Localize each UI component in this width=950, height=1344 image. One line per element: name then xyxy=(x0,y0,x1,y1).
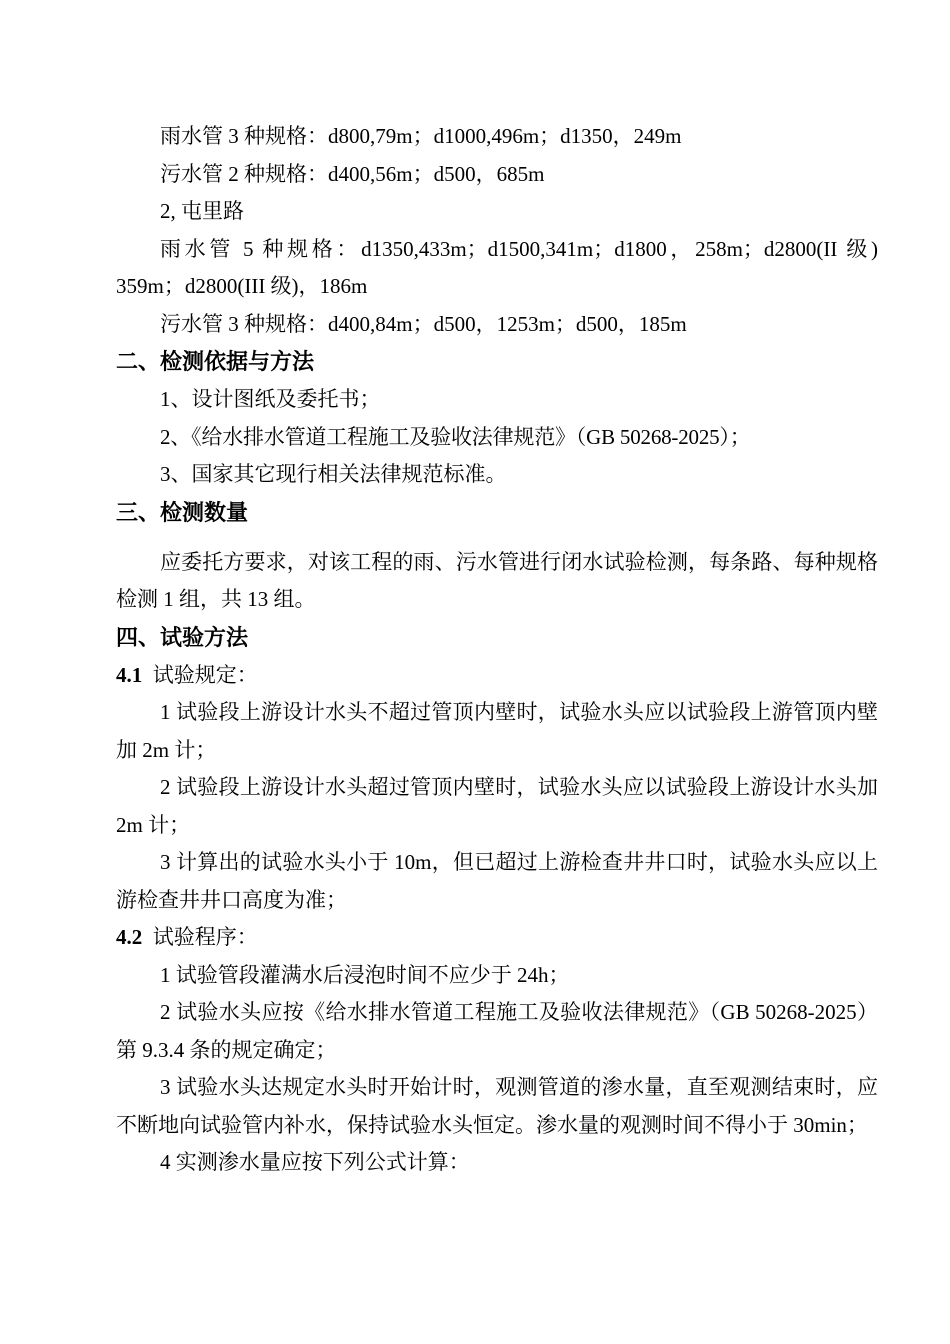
basis-item-1: 1、设计图纸及委托书； xyxy=(160,387,381,411)
procedure-item-2: 2 试验水头应按《给水排水管道工程施工及验收法律规范》（GB 50268-2025）第 9.3.4 条的规定确定； xyxy=(116,1000,878,1062)
procedure-item-3: 3 试验水头达规定水头时开始计时，观测管道的渗水量，直至观测结束时，应不断地向试验管内补水，保持试验水头恒定。渗水量的观测时间不得小于 30min； xyxy=(116,1075,878,1137)
section-heading-quantity: 三、检测数量 xyxy=(116,499,249,525)
section-heading-basis: 二、检测依据与方法 xyxy=(116,349,315,374)
subsection-4-1 xyxy=(116,657,878,695)
quantity-text: 应委托方要求，对该工程的雨、污水管进行闭水试验检测，每条路、每种规格检测 1 组，共 13 组。 xyxy=(116,549,878,611)
road-title-tunli: 2, 屯里路 xyxy=(160,199,244,223)
rain-pipe-specs-2: 雨水管 5 种规格：d1350,433m；d1500,341m；d1800，258m；d2800(II 级) 359m；d2800(III 级)，186m xyxy=(116,236,878,298)
sewage-pipe-specs-2: 污水管 3 种规格：d400,84m；d500，1253m；d500，185m xyxy=(160,311,687,336)
basis-item-3: 3、国家其它现行相关法律规范标准。 xyxy=(160,462,507,486)
basis-item-2: 2、《给水排水管道工程施工及验收法律规范》（GB 50268-2025）； xyxy=(160,424,751,449)
sewage-pipe-specs-1: 污水管 2 种规格：d400,56m；d500，685m xyxy=(160,161,545,186)
procedure-item-4: 4 实测渗水量应按下列公式计算： xyxy=(160,1150,470,1174)
rule-item-3: 3 计算出的试验水头小于 10m，但已超过上游检查井井口时，试验水头应以上游检查井井口高度为准； xyxy=(116,850,878,912)
subsection-4-2-number: 4.2 xyxy=(116,925,143,949)
subsection-4-2-title: 试验程序： xyxy=(152,925,258,949)
section-heading-method: 四、试验方法 xyxy=(116,624,249,650)
rule-item-1: 1 试验段上游设计水头不超过管顶内壁时，试验水头应以试验段上游管顶内壁加 2m 计； xyxy=(116,700,878,762)
document-body xyxy=(116,118,878,1182)
subsection-4-2 xyxy=(116,919,878,957)
procedure-item-1: 1 试验管段灌满水后浸泡时间不应少于 24h； xyxy=(160,962,570,987)
subsection-4-1-number: 4.1 xyxy=(116,662,143,687)
subsection-4-1-title: 试验规定： xyxy=(152,662,258,687)
rain-pipe-specs-1: 雨水管 3 种规格：d800,79m；d1000,496m；d1350，249m xyxy=(160,124,682,148)
rule-item-2: 2 试验段上游设计水头超过管顶内壁时，试验水头应以试验段上游设计水头加 2m 计； xyxy=(116,775,878,837)
